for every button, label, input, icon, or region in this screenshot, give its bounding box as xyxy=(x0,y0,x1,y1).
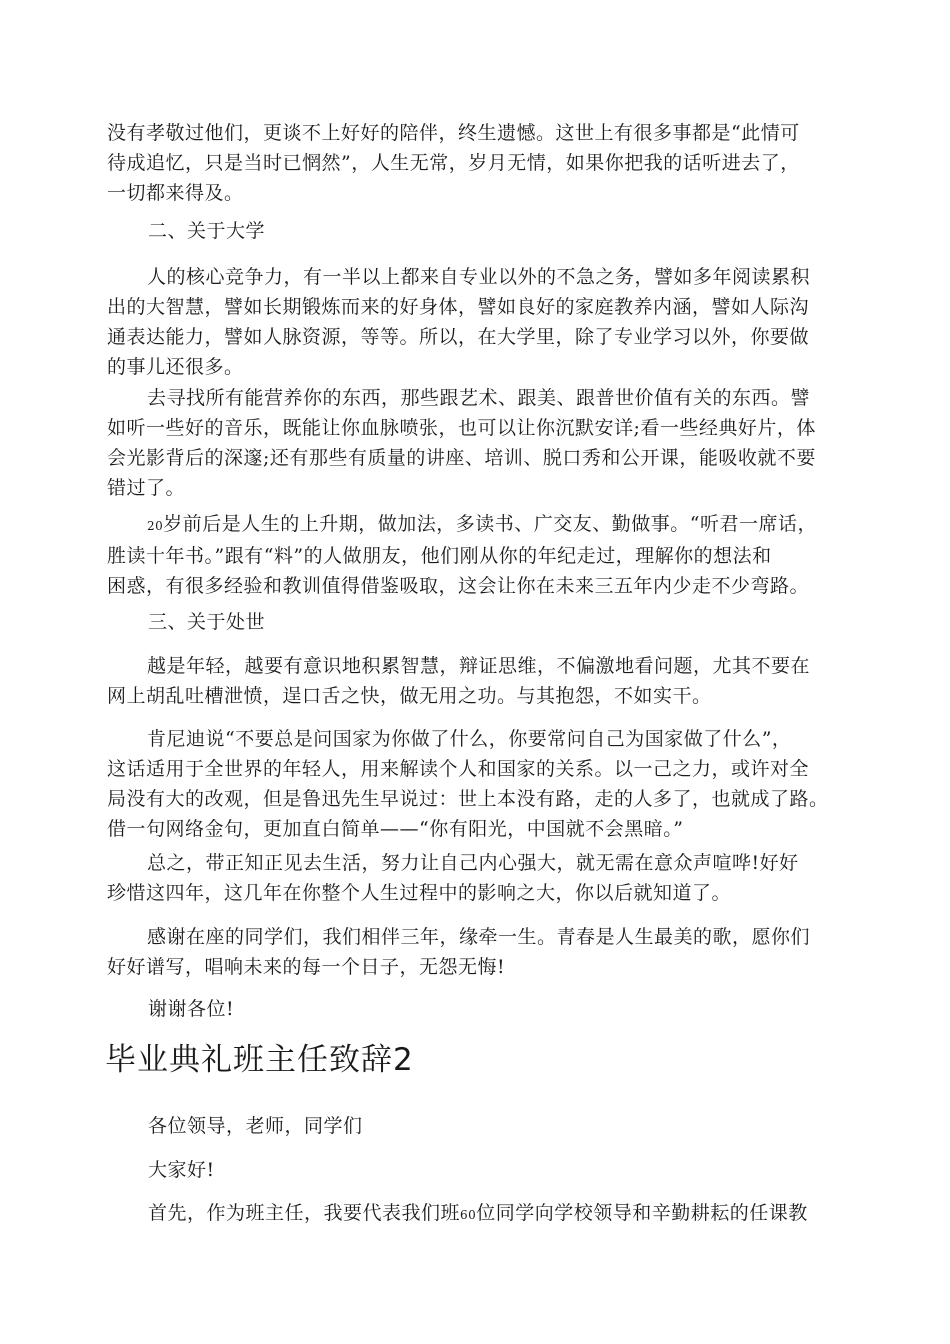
section-heading-conduct: 三、关于处世 xyxy=(148,611,266,633)
text-segment: 首先，作为班主任，我要代表我们班 xyxy=(148,1202,461,1224)
text-line: 借一句网络金句，更加直白简单——“你有阳光，中国就不会黑暗。” xyxy=(107,818,684,840)
section-heading-university: 二、关于大学 xyxy=(148,220,266,242)
text-line: 越是年轻，越要有意识地积累智慧，辩证思维，不偏激地看问题，尤其不要在 xyxy=(147,655,811,677)
paragraph-wisdom xyxy=(107,651,853,711)
text-line: 通表达能力，譬如人脉资源，等等。所以，在大学里，除了专业学习以外，你要做 xyxy=(107,326,810,348)
text-line: 会光影背后的深邃;还有那些有质量的讲座、培训、脱口秀和公开课，能吸收就不要 xyxy=(107,447,816,469)
paragraph-greeting-leaders: 各位领导，老师，同学们 xyxy=(148,1115,363,1137)
paragraph-filial-regret xyxy=(107,118,853,208)
student-count: 60 xyxy=(460,1208,477,1222)
text-line xyxy=(107,509,853,541)
paragraph-nourish xyxy=(107,383,853,503)
text-line: 人的核心竞争力，有一半以上都来自专业以外的不急之务，譬如多年阅读累积 xyxy=(147,266,811,288)
text-line: 一切都来得及。 xyxy=(107,182,244,204)
paragraph-age-twenty xyxy=(107,509,853,601)
text-line: 这话适用于全世界的年轻人，用来解读个人和国家的关系。以一己之力，或许对全 xyxy=(107,758,810,780)
text-line: 没有孝敬过他们，更谈不上好好的陪伴，终生遗憾。这世上有很多事都是“此情可 xyxy=(107,122,800,144)
text-line: 网上胡乱吐槽泄愤，逞口舌之快，做无用之功。与其抱怨，不如实干。 xyxy=(107,685,712,707)
text-line: 如听一些好的音乐，既能让你血脉喷张，也可以让你沉默安详;看一些经典好片，体 xyxy=(107,417,816,439)
paragraph-closing-thanks: 谢谢各位! xyxy=(148,998,235,1020)
text-line: 感谢在座的同学们，我们相伴三年，缘牵一生。青春是人生最美的歌，愿你们 xyxy=(147,926,811,948)
paragraph-thanks-classmates xyxy=(107,922,853,982)
paragraph-first-of-all xyxy=(148,1198,808,1230)
text-line: 的事儿还很多。 xyxy=(107,356,244,378)
text-line: 困惑，有很多经验和教训值得借鉴吸取，这会让你在未来三五年内少走不少弯路。 xyxy=(107,575,810,597)
text-line: 出的大智慧，譬如长期锻炼而来的好身体，譬如良好的家庭教养内涵，譬如人际沟 xyxy=(107,296,810,318)
paragraph-in-summary xyxy=(107,848,853,908)
paragraph-core-competence xyxy=(107,262,853,382)
text-segment: 位同学向学校领导和辛勤耕耘的任课教 xyxy=(476,1202,808,1224)
document-title: 毕业典礼班主任致辞2 xyxy=(105,1042,414,1078)
text-line: 待成追忆，只是当时已惘然”，人生无常，岁月无情，如果你把我的话听进去了， xyxy=(107,152,800,174)
text-line: 去寻找所有能营养你的东西，那些跟艺术、跟美、跟普世价值有关的东西。譬 xyxy=(147,387,811,409)
paragraph-hello-everyone: 大家好! xyxy=(148,1159,215,1181)
text-line: 珍惜这四年，这几年在你整个人生过程中的影响之大，你以后就知道了。 xyxy=(107,882,732,904)
text-line: 局没有大的改观，但是鲁迅先生早说过：世上本没有路，走的人多了，也就成了路。 xyxy=(107,788,829,810)
paragraph-kennedy xyxy=(107,724,853,844)
text-line: 肯尼迪说“不要总是问国家为你做了什么，你要常问自己为国家做了什么”， xyxy=(147,728,792,750)
text-line: 好好谱写，唱响未来的每一个日子，无怨无悔! xyxy=(107,956,506,978)
age-number: 20 xyxy=(147,519,164,533)
text-line: 错过了。 xyxy=(107,477,186,499)
text-line: 胜读十年书。”跟有“料”的人做朋友，他们刚从你的年纪走过，理解你的想法和 xyxy=(107,545,772,567)
text-segment: 岁前后是人生的上升期，做加法，多读书、广交友、勤做事。“听君一席话， xyxy=(163,513,817,535)
text-line: 总之，带正知正见去生活，努力让自己内心强大，就无需在意众声喧哗!好好 xyxy=(147,852,799,874)
